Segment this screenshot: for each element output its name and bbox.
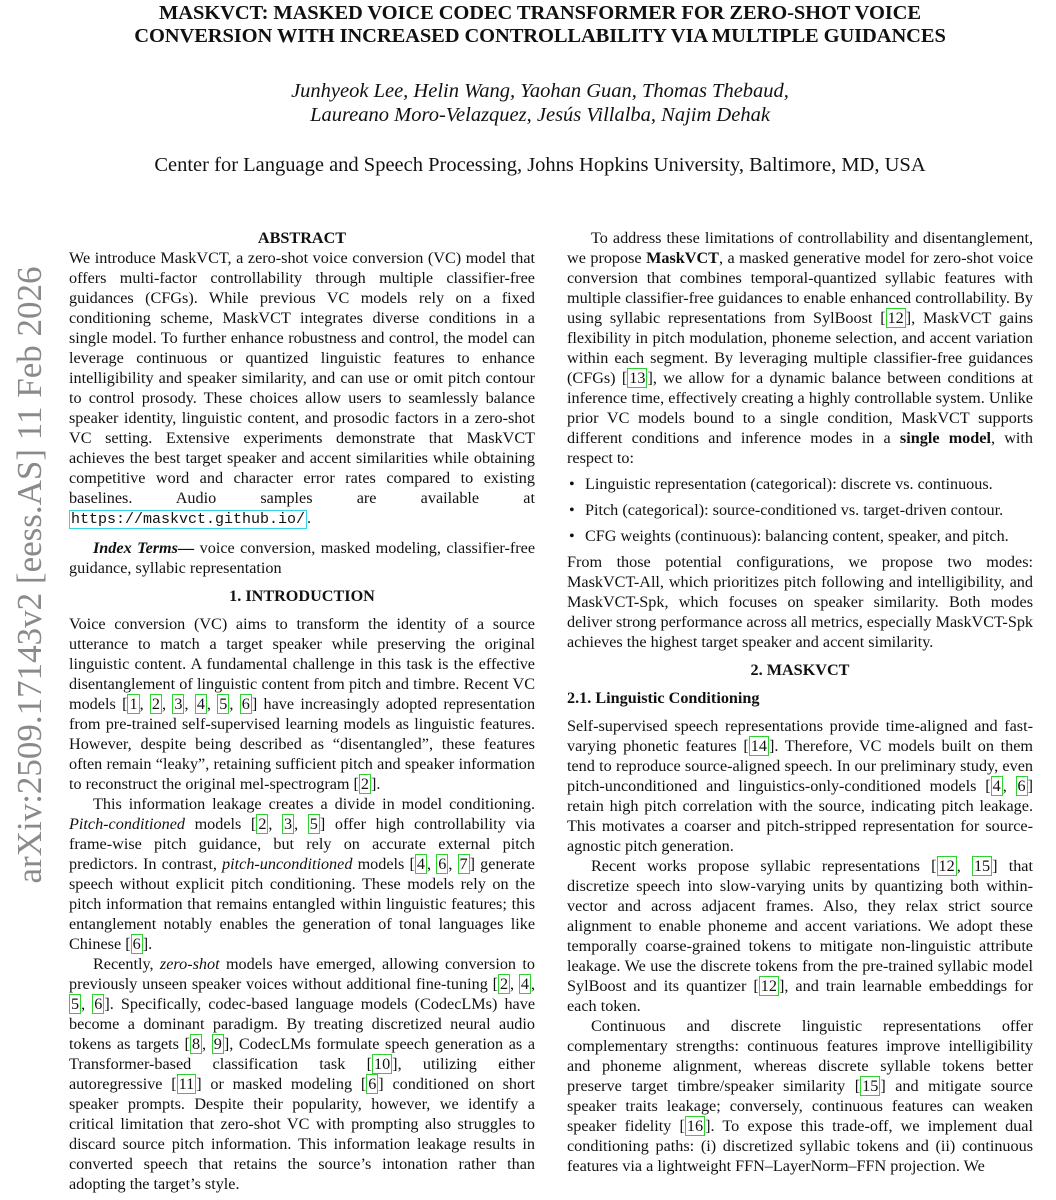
citation-link[interactable]: 7 bbox=[459, 855, 468, 873]
section-heading: ABSTRACT bbox=[257, 229, 347, 247]
citation-link[interactable]: 6 bbox=[1017, 777, 1026, 795]
section-heading: 2. MASKVCT bbox=[750, 661, 850, 679]
citation-link[interactable]: 13 bbox=[629, 369, 646, 387]
arxiv-stamp: arXiv:2509.17143v2 [eess.AS] 11 Feb 2026 bbox=[10, 266, 49, 884]
citation-link[interactable]: 15 bbox=[973, 857, 991, 875]
citation-link[interactable]: 4 bbox=[196, 695, 205, 713]
citation-link[interactable]: 16 bbox=[686, 1117, 704, 1135]
paragraph: We introduce MaskVCT, a zero-shot voice conversion (VC) model that offers multi-factor controllability through multiple classifier-free guidances (CFGs). While previous VC models rely on a fixed conditioning scheme, MaskVCT integrates diverse conditions in a single model. To further enhance robustness and control, the model can leverage continuous or quantized linguistic features to enhance intelligibility and speaker similarity, and can use or omit pitch contour to control prosody. These choices allow users to seamlessly balance speaker identity, linguistic content, and prosodic factors in a zero-shot VC setting. Extensive experiments demonstrate that MaskVCT achieves the best target speaker and accent similarities while obtaining competitive word and character error rates compared to existing baselines. Audio samples are available at https://maskvct.github.io/ . bbox=[69, 249, 535, 528]
author-line: Junhyeok Lee, Helin Wang, Yaohan Guan, Thomas Thebaud, bbox=[291, 80, 789, 102]
citation-link[interactable]: 5 bbox=[219, 695, 228, 713]
citation-link[interactable]: 6 bbox=[241, 695, 250, 713]
bold-text: MaskVCT bbox=[646, 249, 719, 267]
citation-link[interactable]: 9 bbox=[213, 1035, 222, 1053]
citation-link[interactable]: 2 bbox=[151, 695, 161, 713]
citation-link[interactable]: 4 bbox=[520, 975, 529, 993]
citation-link[interactable]: 2 bbox=[499, 975, 509, 993]
citation-link[interactable]: 5 bbox=[309, 815, 318, 833]
right-column bbox=[567, 228, 1033, 1176]
citation-link[interactable]: 8 bbox=[191, 1035, 201, 1053]
citation-link[interactable]: 6 bbox=[438, 855, 447, 873]
affiliation: Center for Language and Speech Processing, Johns Hopkins University, Baltimore, MD, USA bbox=[154, 154, 926, 176]
paragraph: This information leakage creates a divide in model conditioning. Pitch-conditioned models [ 2 , 3 , 5 ] offer high controllability via frame-wise pitch guidance, but rely on accurate external pitch predictors. In contrast, pitch-unconditioned models [ 4 , 6 , 7 ] generate speech without explicit pitch conditioning. These models rely on the pitch information that remains entangled within linguistic features; this entanglement notably enables the generation of tonal languages like Chinese [ 6 ]. bbox=[69, 795, 536, 953]
url-link[interactable]: https://maskvct.github.io/ bbox=[71, 511, 306, 528]
citation-link[interactable]: 4 bbox=[416, 855, 425, 873]
bullet-item: • Linguistic representation (categorical): discrete vs. continuous. bbox=[585, 474, 1033, 494]
paragraph: To address these limitations of controllability and disentanglement, we propose MaskVCT, a masked generative model for zero-shot voice conversion that combines temporal-quantized syllabic features with multiple classifier-free guidances to enable enhanced controllability. By using syllabic representations from SylBoost [ 12 ], MaskVCT gains flexibility in pitch modulation, phoneme selection, and accent variation within each segment. By leveraging multiple classifier-free guidances (CFGs) [ 13 ], we allow for a dynamic balance between conditions at inference time, effectively creating a highly controllable system. Unlike prior VC models bound to a single condition, MaskVCT supports different conditions and inference modes in a single model, with respect to: bbox=[567, 229, 1033, 467]
citation-link[interactable]: 12 bbox=[938, 857, 955, 875]
citation-link[interactable]: 11 bbox=[178, 1075, 195, 1093]
title-line: CONVERSION WITH INCREASED CONTROLLABILITY VIA MULTIPLE GUIDANCES bbox=[134, 25, 946, 47]
citation-link[interactable]: 15 bbox=[862, 1077, 879, 1095]
bullet-item: • Pitch (categorical): source-conditioned vs. target-driven contour. bbox=[585, 500, 1033, 520]
left-column bbox=[69, 228, 535, 1194]
bullet-item: • CFG weights (continuous): balancing content, speaker, and pitch. bbox=[585, 526, 1033, 546]
citation-link[interactable]: 3 bbox=[284, 815, 293, 833]
paragraph: Index Terms— voice conversion, masked modeling, classifier-free guidance, syllabic representation bbox=[69, 539, 535, 577]
citation-link[interactable]: 5 bbox=[71, 995, 80, 1013]
paragraph: From those potential configurations, we propose two modes: MaskVCT-All, which prioritizes pitch following and intelligibility, and MaskVCT-Spk, which focuses on speaker similarity. Both modes deliver strong performance across all metrics, especially MaskVCT-Spk achieves the highest target speaker and accent similarity. bbox=[567, 553, 1034, 651]
citation-link[interactable]: 2 bbox=[360, 775, 370, 793]
citation-link[interactable]: 10 bbox=[373, 1055, 391, 1073]
citation-link[interactable]: 12 bbox=[760, 977, 777, 995]
bullet-list bbox=[567, 474, 1033, 546]
citation-link[interactable]: 3 bbox=[174, 695, 183, 713]
citation-link[interactable]: 2 bbox=[258, 815, 267, 833]
emphasis: zero-shot bbox=[159, 955, 220, 973]
paragraph: Self-supervised speech representations provide time-aligned and fast-varying phonetic features [ 14 ]. Therefore, VC models built on them tend to reproduce source-aligned speech. In our preliminary study, even pitch-unconditioned and linguistics-only-conditioned models [ 4 , 6 ] retain high pitch correlation with the source, indicating pitch leakage. This motivates a coarser and pitch-stripped representation for source-agnostic pitch generation. bbox=[567, 717, 1034, 855]
paragraph: Recently, zero-shot models have emerged, allowing conversion to previously unseen speaker voices without additional fine-tuning [ 2 , 4 , 5 , 6 ]. Specifically, codec-based language models (CodecLMs) have become a dominant paradigm. By treating discretized neural audio tokens as targets [ 8 , 9 ], CodecLMs formulate speech generation as a Transformer-based classification task [ 10 ], utilizing either autoregressive [ 11 ] or masked modeling [ 6 ] conditioned on short speaker prompts. Despite their popularity, however, we identify a critical limitation that zero-shot VC with prompting also struggles to discard source pitch information. This information leakage results in converted speech that retains the source’s intonation rather than adopting the target’s style. bbox=[69, 955, 536, 1193]
citation-link[interactable]: 6 bbox=[94, 995, 103, 1013]
paper-title bbox=[40, 2, 1040, 48]
author-list bbox=[40, 79, 1040, 127]
citation-link[interactable]: 6 bbox=[132, 935, 141, 953]
citation-link[interactable]: 1 bbox=[129, 695, 138, 713]
author-line: Laureano Moro-Velazquez, Jesús Villalba, Najim Dehak bbox=[310, 104, 770, 126]
paragraph: Continuous and discrete linguistic representations offer complementary strengths: continuous features improve intelligibility and phoneme alignment, whereas discrete syllable tokens better preserve target timbre/speaker similarity [ 15 ] and mitigate source speaker traits leakage; conversely, continuous features can weaken speaker fidelity [ 16 ]. To expose this trade-off, we implement dual conditioning paths: (i) discretized syllabic tokens and (ii) continuous features via a lightweight FFN–LayerNorm–FFN projection. We bbox=[567, 1017, 1033, 1175]
paragraph: Recent works propose syllabic representations [ 12 , 15 ] that discretize speech into slow-varying units by quantizing both within-vector and across adjacent frames. Also, they relax strict source alignment to enable phoneme and accent variations. We adopt these temporally coarse-grained tokens to mitigate non-linguistic attribute leakage. We use the discrete tokens from the pre-trained syllabic model SylBoost and its quantizer [ 12 ], and train learnable embeddings for each token. bbox=[567, 857, 1034, 1015]
citation-link[interactable]: 4 bbox=[992, 777, 1001, 795]
paragraph: Voice conversion (VC) aims to transform the identity of a source utterance to match a target speaker while preserving the original linguistic content. A fundamental challenge in this task is the effective disentanglement of linguistic content from pitch and timbre. Recent VC models [ 1 , 2 , 3 , 4 , 5 , 6 ] have increasingly adopted representation from pre-trained self-supervised learning models as linguistic features. However, despite being described as “disentangled”, these features often remain “leaky”, retaining sufficient pitch and speaker information to reconstruct the original mel-spectrogram [ 2 ]. bbox=[69, 615, 536, 793]
section-heading: 1. INTRODUCTION bbox=[229, 587, 375, 605]
emphasis: Pitch-conditioned bbox=[69, 815, 185, 833]
citation-link[interactable]: 14 bbox=[750, 737, 767, 755]
section-heading: 2.1. Linguistic Conditioning bbox=[567, 689, 760, 707]
index-terms-label-text: Index Terms— bbox=[93, 539, 195, 557]
emphasis: pitch-unconditioned bbox=[222, 855, 353, 873]
bold-text: single model bbox=[899, 429, 991, 447]
title-line: MASKVCT: MASKED VOICE CODEC TRANSFORMER FOR ZERO-SHOT VOICE bbox=[159, 2, 921, 24]
index-terms-label bbox=[93, 539, 194, 557]
citation-link[interactable]: 6 bbox=[368, 1075, 377, 1093]
citation-link[interactable]: 12 bbox=[887, 309, 904, 327]
